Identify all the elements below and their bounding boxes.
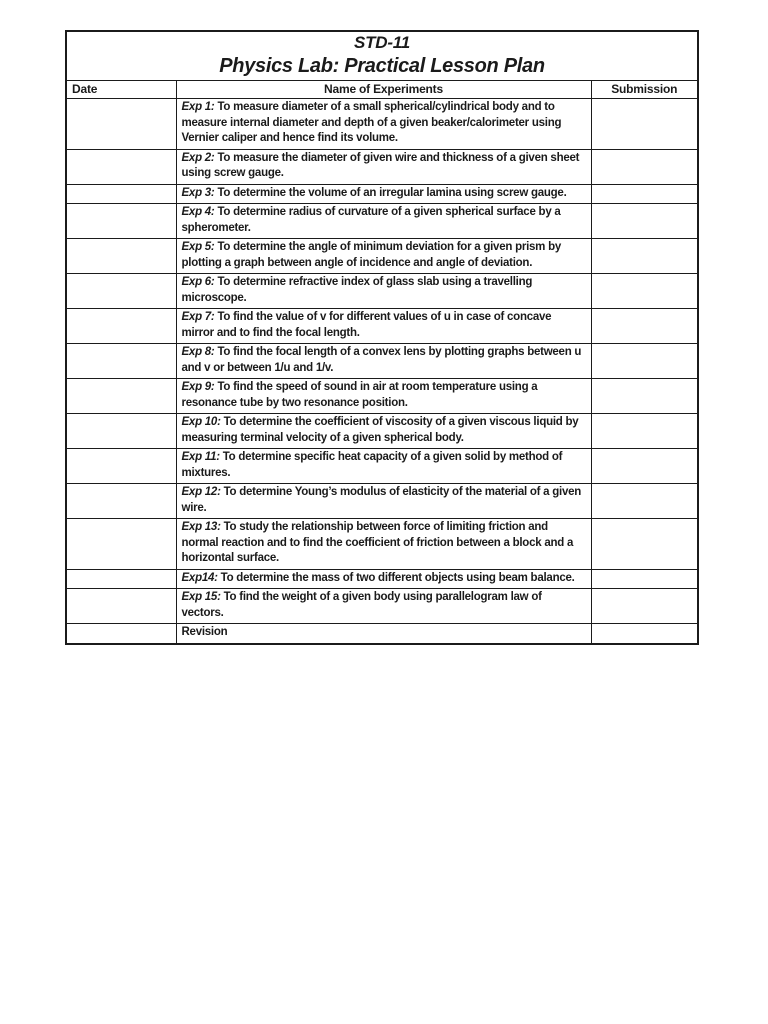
date-cell	[66, 239, 176, 274]
table-row	[66, 274, 698, 309]
experiment-cell: Exp 8: To find the focal length of a convex lens by plotting graphs between u and v or between 1/u and 1/v.	[176, 344, 591, 379]
experiment-cell: Exp14: To determine the mass of two different objects using beam balance.	[176, 569, 591, 589]
experiment-cell: Exp 3: To determine the volume of an irregular lamina using screw gauge.	[176, 184, 591, 204]
submission-cell	[591, 184, 698, 204]
date-cell	[66, 484, 176, 519]
submission-cell	[591, 309, 698, 344]
experiment-number-label: Exp 9:	[181, 381, 215, 393]
submission-cell	[591, 239, 698, 274]
lesson-plan-table	[65, 30, 699, 645]
experiment-number-label: Exp 10:	[181, 416, 221, 428]
experiment-number-label: Exp14:	[181, 571, 218, 584]
experiment-cell: Exp 2: To measure the diameter of given wire and thickness of a given sheet using screw gauge.	[176, 149, 591, 184]
experiment-cell: Exp 10: To determine the coefficient of viscosity of a given viscous liquid by measuring terminal velocity of a given spherical body.	[176, 414, 591, 449]
table-row	[66, 184, 698, 204]
table-row	[66, 624, 698, 644]
table-row	[66, 589, 698, 624]
experiment-cell: Exp 5: To determine the angle of minimum deviation for a given prism by plotting a graph between angle of incidence and angle of deviation.	[176, 239, 591, 274]
submission-cell	[591, 624, 698, 644]
date-cell	[66, 449, 176, 484]
document-title-line2: Physics Lab: Practical Lesson Plan	[219, 55, 545, 77]
table-row	[66, 149, 698, 184]
experiment-number-label: Exp 7:	[181, 311, 215, 323]
submission-cell	[591, 344, 698, 379]
date-cell	[66, 589, 176, 624]
experiment-number-label: Exp 3:	[181, 186, 215, 199]
experiment-number-label: Exp 11:	[181, 451, 220, 463]
date-cell	[66, 274, 176, 309]
date-cell	[66, 569, 176, 589]
experiment-cell: Exp 12: To determine Young’s modulus of elasticity of the material of a given wire.	[176, 484, 591, 519]
submission-cell	[591, 99, 698, 150]
experiment-number-label: Exp 15:	[181, 591, 221, 603]
experiment-cell: Exp 4: To determine radius of curvature of a given spherical surface by a spherometer.	[176, 204, 591, 239]
submission-cell	[591, 569, 698, 589]
experiment-number-label: Exp 2:	[181, 151, 215, 164]
experiment-number-label: Exp 13:	[181, 521, 221, 533]
table-row	[66, 484, 698, 519]
table-row	[66, 569, 698, 589]
submission-cell	[591, 449, 698, 484]
column-header-submission: Submission	[591, 81, 698, 99]
column-header-date: Date	[66, 81, 176, 99]
table-row	[66, 379, 698, 414]
date-cell	[66, 204, 176, 239]
table-row	[66, 449, 698, 484]
submission-cell	[591, 519, 698, 570]
table-row	[66, 309, 698, 344]
date-cell	[66, 414, 176, 449]
experiment-number-label: Exp 5:	[181, 241, 215, 253]
date-cell	[66, 99, 176, 150]
table-row	[66, 414, 698, 449]
table-row	[66, 519, 698, 570]
date-cell	[66, 624, 176, 644]
experiment-cell: Exp 7: To find the value of v for different values of u in case of concave mirror and to find the focal length.	[176, 309, 591, 344]
column-header-row	[66, 81, 698, 99]
submission-cell	[591, 274, 698, 309]
table-row	[66, 239, 698, 274]
date-cell	[66, 519, 176, 570]
document-title-block	[66, 31, 698, 81]
date-cell	[66, 344, 176, 379]
document-title-line1: STD-11	[353, 33, 411, 52]
submission-cell	[591, 414, 698, 449]
experiment-cell: Exp 13: To study the relationship between force of limiting friction and normal reaction and to find the coefficient of friction between a block and a horizontal surface.	[176, 519, 591, 570]
experiment-cell: Revision	[176, 624, 591, 644]
submission-cell	[591, 149, 698, 184]
table-body	[66, 99, 698, 644]
experiment-cell: Exp 1: To measure diameter of a small spherical/cylindrical body and to measure internal diameter and depth of a given beaker/calorimeter using Vernier caliper and hence find its volume.	[176, 99, 591, 150]
date-cell	[66, 309, 176, 344]
experiment-cell: Exp 11: To determine specific heat capacity of a given solid by method of mixtures.	[176, 449, 591, 484]
experiment-number-label: Exp 8:	[181, 346, 215, 358]
table-row	[66, 344, 698, 379]
date-cell	[66, 149, 176, 184]
column-header-experiments: Name of Experiments	[176, 81, 591, 99]
experiment-number-label: Exp 12:	[181, 486, 221, 498]
title-row	[66, 31, 698, 81]
submission-cell	[591, 204, 698, 239]
experiment-number-label: Exp 6:	[181, 276, 215, 288]
experiment-cell: Exp 15: To find the weight of a given body using parallelogram law of vectors.	[176, 589, 591, 624]
table-row	[66, 99, 698, 150]
experiment-cell: Exp 9: To find the speed of sound in air at room temperature using a resonance tube by two resonance position.	[176, 379, 591, 414]
submission-cell	[591, 484, 698, 519]
experiment-cell: Exp 6: To determine refractive index of glass slab using a travelling microscope.	[176, 274, 591, 309]
experiment-number-label: Exp 1:	[181, 101, 215, 113]
date-cell	[66, 379, 176, 414]
table-row	[66, 204, 698, 239]
date-cell	[66, 184, 176, 204]
experiment-number-label: Exp 4:	[181, 206, 215, 218]
submission-cell	[591, 589, 698, 624]
submission-cell	[591, 379, 698, 414]
